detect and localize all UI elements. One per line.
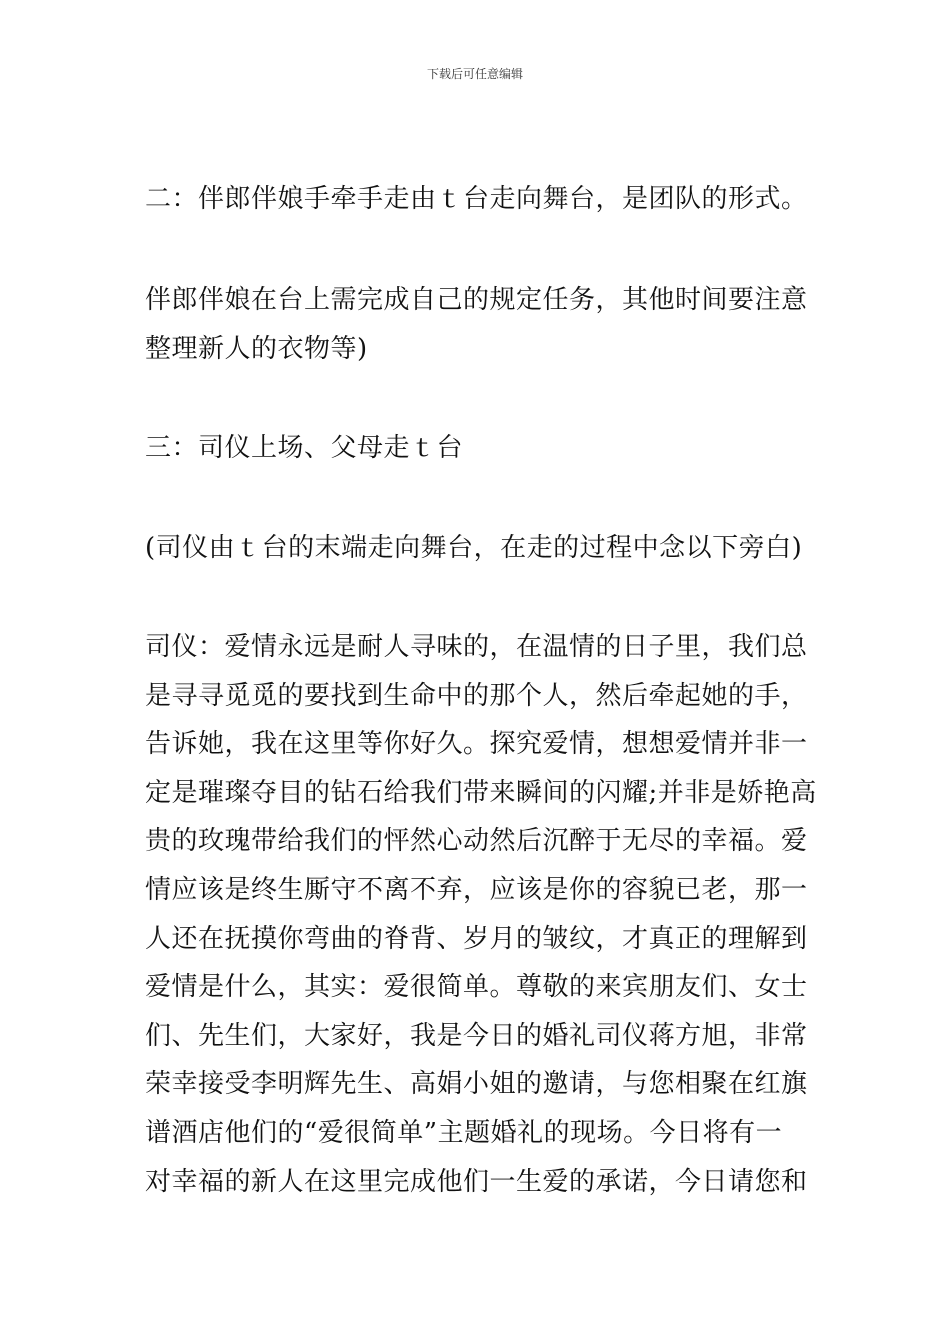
text-line: 荣幸接受李明辉先生、高娟小姐的邀请，与您相聚在红旗 (145, 1069, 808, 1100)
paragraph-section-two (145, 175, 815, 224)
paragraph-host-speech (145, 623, 815, 1206)
text-line: (司仪由ｔ台的末端走向舞台，在走的过程中念以下旁白) (145, 533, 803, 563)
text-line: 对幸福的新人在这里完成他们一生爱的承诺，今日请您和 (145, 1166, 808, 1197)
text-line: 情应该是终生厮守不离不弃，应该是你的容貌已老，那一 (145, 874, 808, 905)
text-line: 告诉她，我在这里等你好久。探究爱情，想想爱情并非一 (145, 729, 808, 760)
text-line: 整理新人的衣物等) (145, 333, 368, 364)
text-line: 三：司仪上场、父母走ｔ台 (145, 433, 464, 463)
text-line: 谱酒店他们的“爱很简单”主题婚礼的现场。今日将有一 (145, 1117, 783, 1148)
text-line: 二：伴郎伴娘手牵手走由ｔ台走向舞台，是团队的形式。 (145, 184, 808, 214)
paragraph-groomsmen-tasks (145, 276, 815, 373)
text-line: 人还在抚摸你弯曲的脊背、岁月的皱纹，才真正的理解到 (145, 923, 808, 954)
text-line: 是寻寻觅觅的要找到生命中的那个人，然后牵起她的手， (145, 680, 808, 711)
paragraph-stage-direction (145, 524, 815, 573)
text-line: 定是璀璨夺目的钻石给我们带来瞬间的闪耀;并非是娇艳高 (145, 777, 817, 808)
paragraph-section-three (145, 424, 815, 473)
text-line: 司仪：爱情永远是耐人寻味的，在温情的日子里，我们总 (145, 632, 808, 662)
page-header: 下载后可任意编辑 (426, 67, 523, 81)
text-line: 们、先生们，大家好，我是今日的婚礼司仪蒋方旭，非常 (145, 1020, 808, 1051)
text-line: 贵的玫瑰带给我们的怦然心动然后沉醉于无尽的幸福。爱 (145, 826, 808, 857)
text-line: 爱情是什么，其实：爱很简单。尊敬的来宾朋友们、女士 (145, 972, 808, 1003)
text-line: 伴郎伴娘在台上需完成自己的规定任务，其他时间要注意 (145, 285, 808, 315)
